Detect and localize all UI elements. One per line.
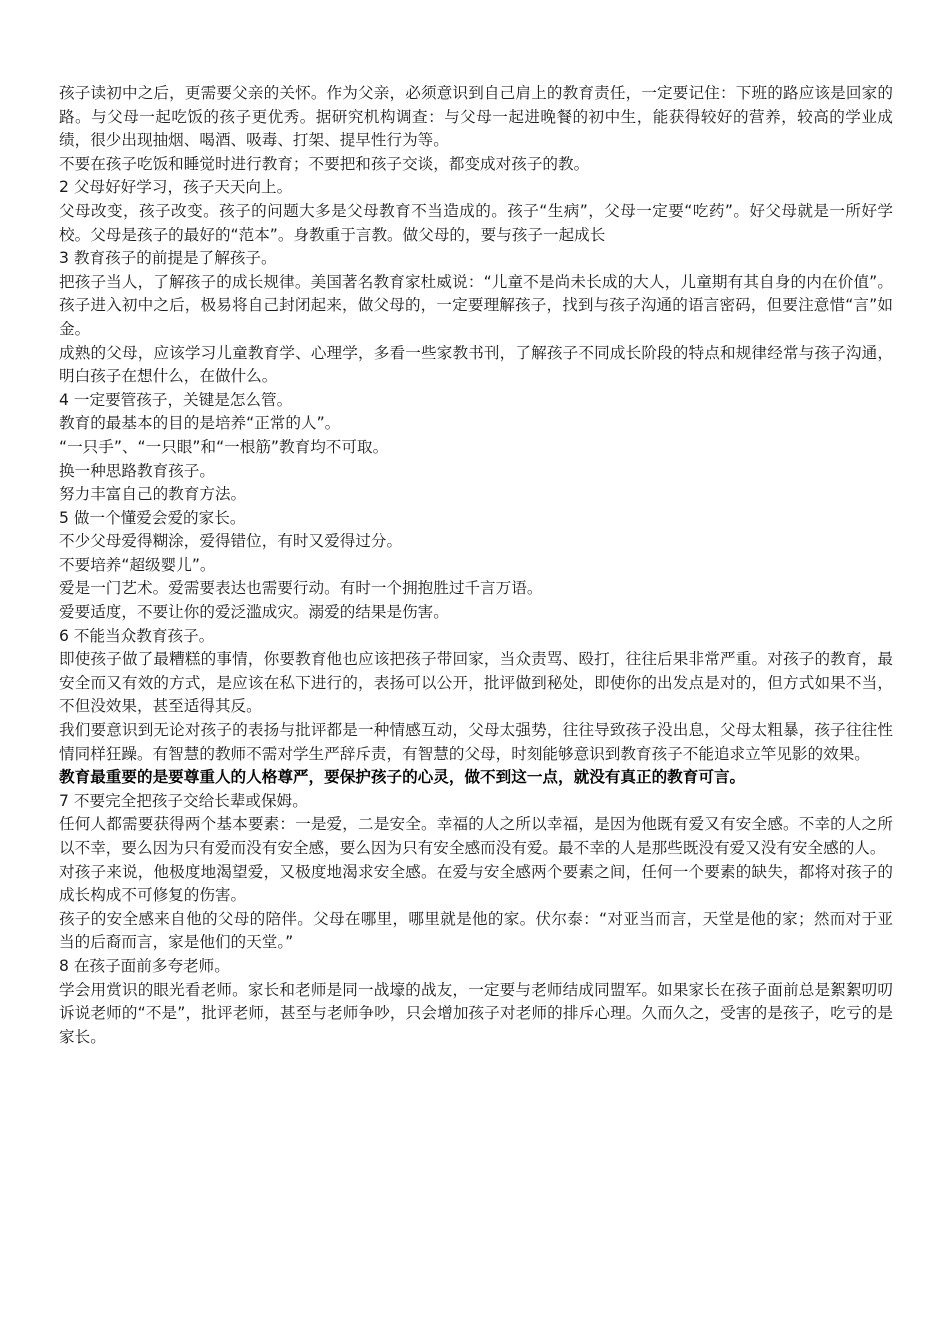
paragraph: 把孩子当人，了解孩子的成长规律。美国著名教育家杜威说：“儿童不是尚未长成的大人，儿童期有其自身的内在价值”。孩子进入初中之后，极易将自己封闭起来，做父母的，一定要理解孩子，找到与孩子沟通的语言密码，但要注意惜“言”如金。	[59, 272, 893, 338]
section-heading: 2 父母好好学习，孩子天天向上。	[59, 178, 293, 197]
section-heading: 3 教育孩子的前提是了解孩子。	[59, 249, 277, 268]
paragraph: 换一种思路教育孩子。	[59, 461, 215, 480]
paragraph: 对孩子来说，他极度地渴望爱，又极度地渴求安全感。在爱与安全感两个要素之间，任何一个要素的缺失，都将对孩子的成长构成不可修复的伤害。	[59, 862, 893, 905]
section-heading: 5 做一个懂爱会爱的家长。	[59, 508, 246, 527]
paragraph: “一只手”、“一只眼”和“一根筋”教育均不可取。	[59, 437, 389, 456]
section-heading: 8 在孩子面前多夸老师。	[59, 956, 230, 975]
section-heading: 4 一定要管孩子，关键是怎么管。	[59, 390, 293, 409]
emphasis-paragraph: 教育最重要的是要尊重人的人格尊严，要保护孩子的心灵，做不到这一点，就没有真正的教育可言。	[59, 768, 746, 787]
paragraph: 爱要适度，不要让你的爱泛滥成灾。溺爱的结果是伤害。	[59, 603, 449, 622]
paragraph: 孩子读初中之后，更需要父亲的关怀。作为父亲，必须意识到自己肩上的教育责任，一定要记住：下班的路应该是回家的路。与父母一起吃饭的孩子更优秀。据研究机构调查：与父母一起进晚餐的初中生，能获得较好的营养，较高的学业成绩，很少出现抽烟、喝酒、吸毒、打架、提早性行为等。	[59, 84, 893, 150]
paragraph: 不要在孩子吃饭和睡觉时进行教育；不要把和孩子交谈，都变成对孩子的教。	[59, 154, 590, 173]
paragraph: 学会用赏识的眼光看老师。家长和老师是同一战壕的战友，一定要与老师结成同盟军。如果家长在孩子面前总是絮絮叨叨诉说老师的“不是”，批评老师，甚至与老师争吵，只会增加孩子对老师的排斥心理。久而久之，受害的是孩子，吃亏的是家长。	[59, 980, 893, 1046]
paragraph: 努力丰富自己的教育方法。	[59, 485, 247, 504]
paragraph: 孩子的安全感来自他的父母的陪伴。父母在哪里，哪里就是他的家。伏尔泰：“对亚当而言，天堂是他的家；然而对于亚当的后裔而言，家是他们的天堂。”	[59, 909, 893, 952]
paragraph: 不要培养“超级婴儿”。	[59, 555, 216, 574]
paragraph: 爱是一门艺术。爱需要表达也需要行动。有时一个拥抱胜过千言万语。	[59, 579, 543, 598]
paragraph: 不少父母爱得糊涂，爱得错位，有时又爱得过分。	[59, 532, 403, 551]
section-heading: 7 不要完全把孩子交给长辈或保姆。	[59, 791, 308, 810]
section-heading: 6 不能当众教育孩子。	[59, 626, 215, 645]
document-body	[59, 82, 893, 1049]
paragraph: 即使孩子做了最糟糕的事情，你要教育他也应该把孩子带回家，当众责骂、殴打，往往后果非常严重。对孩子的教育，最安全而又有效的方式，是应该在私下进行的，表扬可以公开，批评做到秘处，即使你的出发点是对的，但方式如果不当，不但没效果，甚至适得其反。	[59, 650, 893, 716]
paragraph: 我们要意识到无论对孩子的表扬与批评都是一种情感互动，父母太强势，往往导致孩子没出息，父母太粗暴，孩子往往性情同样狂躁。有智慧的教师不需对学生严辞斥责，有智慧的父母，时刻能够意识到教育孩子不能追求立竿见影的效果。	[59, 721, 893, 763]
paragraph: 成熟的父母，应该学习儿童教育学、心理学，多看一些家教书刊，了解孩子不同成长阶段的特点和规律经常与孩子沟通，明白孩子在想什么，在做什么。	[59, 343, 893, 386]
paragraph: 父母改变，孩子改变。孩子的问题大多是父母教育不当造成的。孩子“生病”，父母一定要“吃药”。好父母就是一所好学校。父母是孩子的最好的“范本”。身教重于言教。做父母的，要与孩子一起成长	[59, 201, 893, 244]
paragraph: 教育的最基本的目的是培养“正常的人”。	[59, 414, 341, 433]
paragraph: 任何人都需要获得两个基本要素：一是爱，二是安全。幸福的人之所以幸福，是因为他既有爱又有安全感。不幸的人之所以不幸，要么因为只有爱而没有安全感，要么因为只有安全感而没有爱。最不幸的人是那些既没有爱又没有安全感的人。	[59, 815, 893, 857]
